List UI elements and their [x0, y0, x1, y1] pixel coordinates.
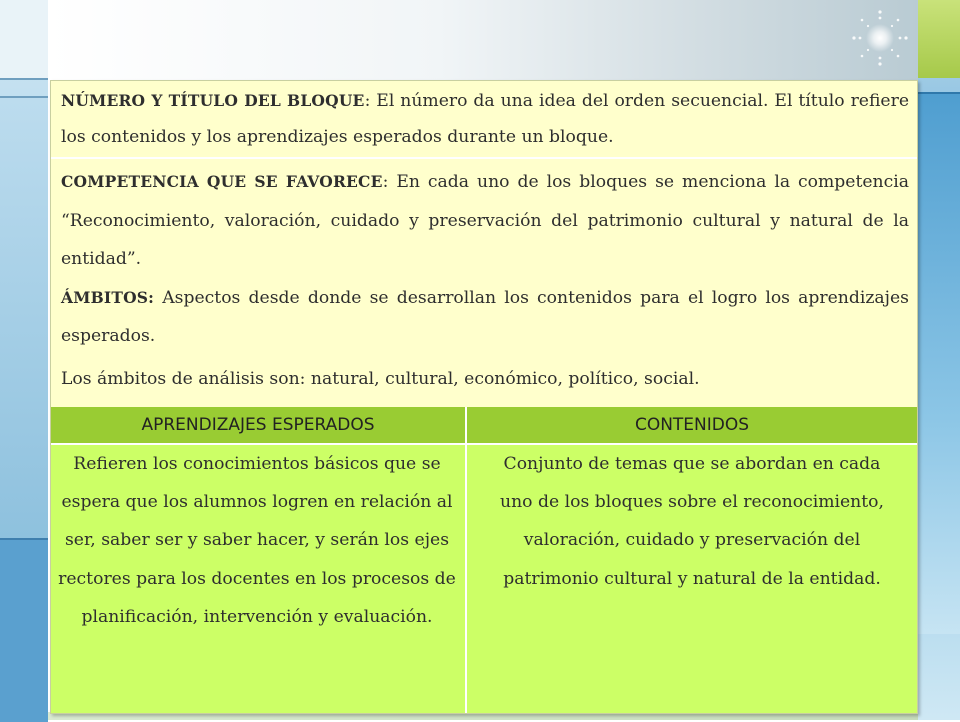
block-title-label: NÚMERO Y TÍTULO DEL BLOQUE	[61, 91, 365, 110]
sparkle-icon	[848, 6, 912, 70]
competence-section	[51, 163, 917, 407]
table-cell-contenidos: Conjunto de temas que se abordan en cada uno de los bloques sobre el reconocimiento, valoración, cuidado y preservación del patrimonio cultural y natural de la entidad.	[467, 445, 917, 713]
ambitos-paragraph	[61, 279, 909, 356]
table-header-aprendizajes: APRENDIZAJES ESPERADOS	[51, 407, 465, 443]
content-panel	[50, 80, 918, 714]
block-title-section	[51, 83, 917, 159]
ambitos-label: ÁMBITOS:	[61, 287, 155, 307]
table-divider-horizontal	[51, 443, 917, 445]
right-decor-blue	[918, 92, 960, 634]
table-divider-vertical	[465, 407, 467, 713]
table-cell-aprendizajes: Refieren los conocimientos básicos que se espera que los alumnos logren en relación al ser, saber ser y saber hacer, y serán los ejes rectores para los docentes en los procesos de planificación, intervención y evaluación.	[51, 445, 465, 713]
expectations-table	[51, 407, 917, 713]
competence-label: COMPETENCIA QUE SE FAVORECE	[61, 172, 383, 191]
table-header-contenidos: CONTENIDOS	[467, 407, 917, 443]
right-decor-green	[918, 0, 960, 78]
block-title-text: : El número da una idea del orden secuencial. El título refiere los contenidos y los aprendizajes esperados durante un bloque.	[61, 91, 909, 147]
ambitos-list-paragraph: Los ámbitos de análisis son: natural, cultural, económico, político, social.	[61, 368, 700, 389]
right-decor-bar	[918, 0, 960, 720]
header-gradient	[48, 0, 918, 80]
competence-paragraph	[61, 163, 909, 279]
left-decor-band-bottom	[0, 538, 48, 722]
competence-text: : En cada uno de los bloques se menciona la competencia “Reconocimiento, valoración, cuidado y preservación del patrimonio cultural y natural de la entidad”.	[61, 172, 909, 269]
ambitos-text: Aspectos desde donde se desarrollan los contenidos para el logro los aprendizajes esperados.	[61, 287, 909, 346]
left-decor-bar	[0, 0, 48, 720]
left-decor-band-middle	[0, 96, 48, 538]
block-title-paragraph	[61, 83, 909, 155]
left-decor-band-top	[0, 0, 48, 80]
